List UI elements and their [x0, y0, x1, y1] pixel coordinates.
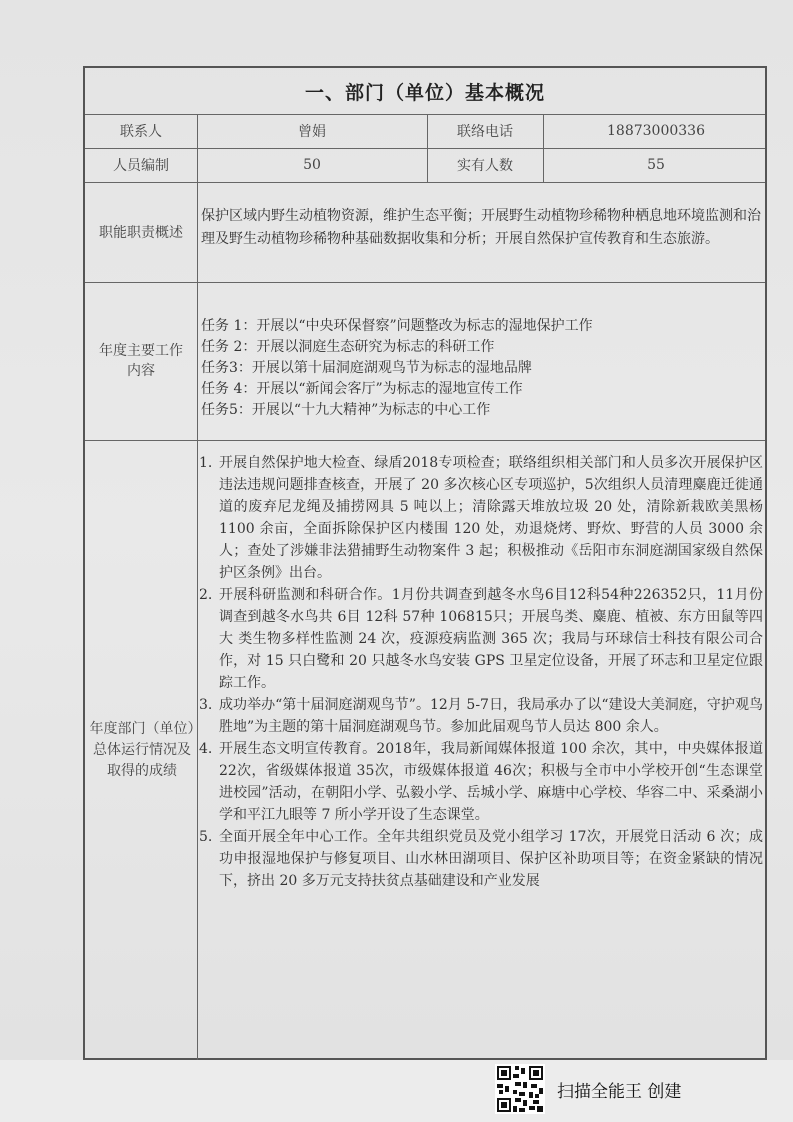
achievements-label: 年度部门（单位）总体运行情况及取得的成绩 [89, 720, 195, 779]
phone-label: 联络电话 [457, 124, 513, 140]
achievement-item [199, 452, 763, 584]
achievement-number: 3. [199, 697, 213, 713]
achievement-item [199, 826, 763, 892]
achievement-number: 2. [199, 587, 213, 603]
column-divider [197, 114, 198, 1060]
tasks-list [201, 316, 761, 421]
row-divider [85, 282, 765, 283]
achievement-item [199, 738, 763, 826]
achievement-item [199, 694, 763, 738]
contact-value: 曾娟 [298, 124, 326, 140]
achievement-number: 1. [199, 455, 213, 471]
achievement-text: 开展生态文明宣传教育。2018年，我局新闻媒体报道 100 余次，其中，中央媒体报道 22次，省级媒体报道 35次，市级媒体报道 46次；积极与全市中小学校开创“生态课堂进校园”活动，在朝阳小学、弘毅小学、岳城小学、麻塘中心学校、华容二中、采桑湖小学和平江九眼等 7 所小学开设了生态课堂。 [219, 741, 763, 823]
task-item: 任务 2：开展以洞庭生态研究为标志的科研工作 [201, 339, 495, 355]
actual-staff-value: 55 [647, 157, 665, 173]
achievement-item [199, 584, 763, 694]
phone-value: 18873000336 [607, 123, 705, 139]
achievements-list [199, 452, 763, 892]
tasks-label: 年度主要工作内容 [99, 343, 183, 379]
achievement-number: 5. [199, 829, 213, 845]
achievement-text: 全面开展全年中心工作。全年共组织党员及党小组学习 17次，开展党日活动 6 次；成功申报湿地保护与修复项目、山水林田湖项目、保护区补助项目等；在资金紧缺的情况下，挤出 20 多万元支持扶贫点基础建设和产业发展 [219, 829, 763, 889]
achievement-text: 开展科研监测和科研合作。1月份共调查到越冬水鸟6目12科54种226352只，11月份调查到越冬水鸟共 6目 12科 57种 106815只；开展鸟类、麋鹿、植被、东方田鼠等四大 类生物多样性监测 24 次，疫源疫病监测 365 次；我局与环球信士科技有限公司合作，对 15 只白鹭和 20 只越冬水鸟安装 GPS 卫星定位设备，开展了环志和卫星定位跟踪工作。 [219, 587, 763, 691]
qr-code-icon [495, 1064, 545, 1114]
actual-staff-label: 实有人数 [457, 158, 513, 174]
scanner-brand-text: 扫描全能王 创建 [557, 1081, 682, 1102]
achievement-text: 开展自然保护地大检查、绿盾2018专项检查；联络组织相关部门和人员多次开展保护区违法违规问题排查核查，开展了 20 多次核心区专项巡护，5次组织人员清理麋鹿迁徙通道的废弃尼龙绳及捕捞网具 5 吨以上；清除露天堆放垃圾 20 处，清除新栽欧美黑杨 1100 余亩，全面拆除保护区内楼围 120 处，劝退烧烤、野炊、野营的人员 3000 余人；查处了涉嫌非法猎捕野生动物案件 3 起；积极推动《岳阳市东洞庭湖国家级自然保护区条例》出台。 [219, 455, 763, 581]
task-item: 任务 4：开展以“新闻会客厅”为标志的湿地宣传工作 [201, 381, 523, 397]
task-item: 任务 1：开展以“中央环保督察”问题整改为标志的湿地保护工作 [201, 318, 593, 334]
duties-label: 职能职责概述 [99, 225, 183, 241]
duties-text: 保护区域内野生动植物资源，维护生态平衡；开展野生动植物珍稀物种栖息地环境监测和治理及野生动植物珍稀物种基础数据收集和分析；开展自然保护宣传教育和生态旅游。 [201, 208, 761, 247]
scanner-watermark [495, 1063, 681, 1115]
basic-info-form [83, 66, 767, 1060]
staffing-value: 50 [303, 157, 321, 173]
section-title: 一、部门（单位）基本概况 [304, 81, 545, 104]
task-item: 任务5：开展以“十九大精神”为标志的中心工作 [201, 402, 491, 418]
contact-label: 联系人 [120, 124, 162, 140]
staffing-label: 人员编制 [113, 158, 169, 174]
task-item: 任务3：开展以第十届洞庭湖观鸟节为标志的湿地品牌 [201, 360, 532, 376]
achievement-number: 4. [199, 741, 213, 757]
achievement-text: 成功举办“第十届洞庭湖观鸟节”。12月 5-7日，我局承办了以“建设大美洞庭，守护观鸟胜地”为主题的第十届洞庭湖观鸟节。参加此届观鸟节人员达 800 余人。 [219, 697, 763, 735]
